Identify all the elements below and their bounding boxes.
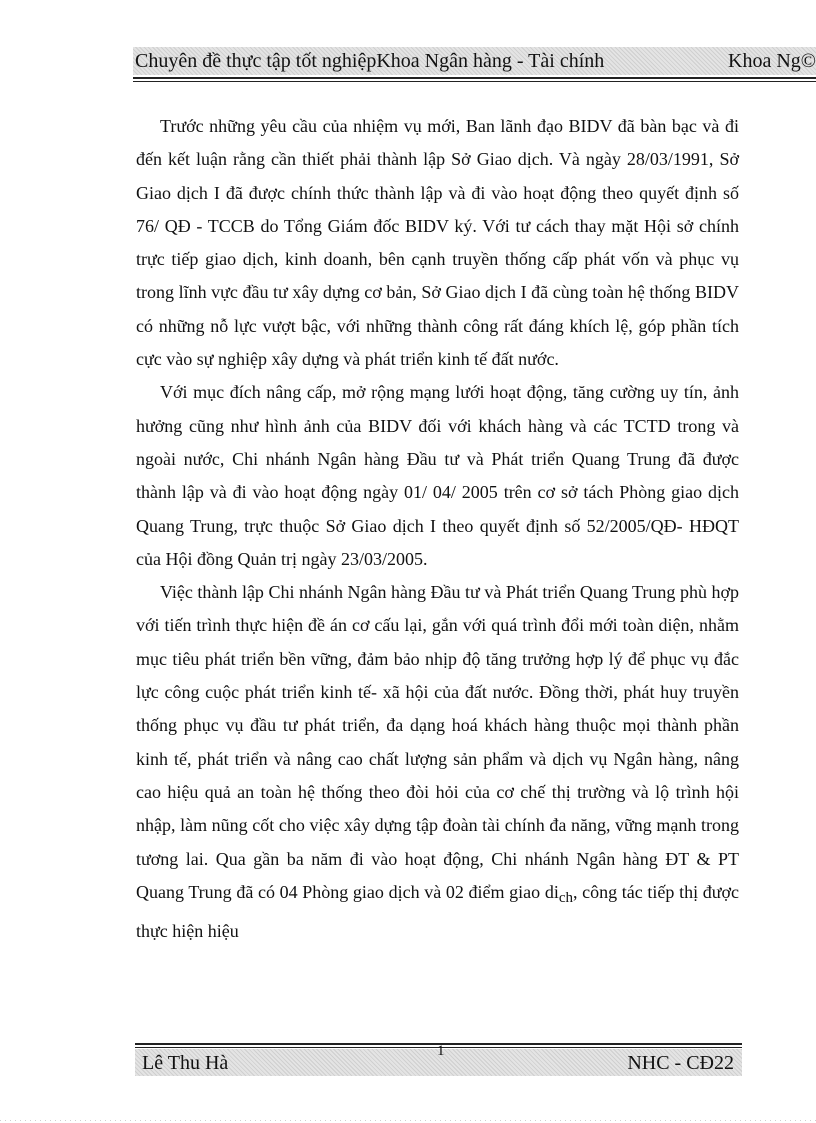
- page-number: 1: [437, 1043, 445, 1059]
- document-body: [136, 110, 739, 948]
- paragraph: Với mục đích nâng cấp, mở rộng mạng lưới hoạt động, tăng cường uy tín, ảnh hưởng cũng như hình ảnh của BIDV đối với khách hàng và các TCTD trong và ngoài nước, Chi nhánh Ngân hàng Đầu tư và Phát triển Quang Trung đã được thành lập và đi vào hoạt động ngày 01/ 04/ 2005 trên cơ sở tách Phòng giao dịch Quang Trung, trực thuộc Sở Giao dịch I theo quyết định số 52/2005/QĐ- HĐQT của Hội đồng Quản trị ngày 23/03/2005.: [136, 382, 739, 569]
- subscript-fragment: ch: [558, 889, 573, 906]
- paragraph-text: Việc thành lập Chi nhánh Ngân hàng Đầu tư và Phát triển Quang Trung phù hợp với tiến trình thực hiện đề án cơ cấu lại, gắn với quá trình đổi mới toàn diện, nhằm mục tiêu phát triển bền vững, đảm bảo nhịp độ tăng trưởng hợp lý để phục vụ đắc lực công cuộc phát triển kinh tế- xã hội của đất nước. Đồng thời, phát huy truyền thống phục vụ đầu tư phát triển, đa dạng hoá khách hàng thuộc mọi thành phần kinh tế, phát triển và nâng cao chất lượng sản phẩm và dịch vụ Ngân hàng, nâng cao hiệu quả an toàn hệ thống theo đòi hỏi của cơ chế thị trường và lộ trình hội nhập, làm nũng cốt cho việc xây dựng tập đoàn tài chính đa năng, vững mạnh trong tương lai. Qua gần ba năm đi vào hoạt động, Chi nhánh Ngân hàng ĐT & PT Quang Trung đã có 04 Phòng giao dịch và 02 điểm giao di: [136, 582, 739, 902]
- header-rule: [133, 77, 816, 79]
- paragraph: Trước những yêu cầu của nhiệm vụ mới, Ban lãnh đạo BIDV đã bàn bạc và đi đến kết luận rằng cần thiết phải thành lập Sở Giao dịch. Và ngày 28/03/1991, Sở Giao dịch I đã được chính thức thành lập và đi vào hoạt động theo quyết định số 76/ QĐ - TCCB do Tổng Giám đốc BIDV ký. Với tư cách thay mặt Hội sở chính trực tiếp giao dịch, kinh doanh, bên cạnh truyền thống cấp phát vốn và phục vụ trong lĩnh vực đầu tư xây dựng cơ bản, Sở Giao dịch I đã cùng toàn hệ thống BIDV có những nỗ lực vượt bậc, với những thành công rất đáng khích lệ, góp phần tích cực vào sự nghiệp xây dựng và phát triển kinh tế đất nước.: [136, 116, 739, 370]
- header-rule-thin: [133, 81, 816, 82]
- paragraph: [136, 576, 739, 948]
- footer-class-code: NHC - CĐ22: [627, 1052, 734, 1074]
- page-edge-divider: [0, 1120, 816, 1121]
- page-header: [133, 47, 816, 75]
- header-faculty-truncated: Khoa Ng©: [728, 50, 816, 72]
- header-title: Chuyên đề thực tập tốt nghiệpKhoa Ngân hàng - Tài chính: [135, 50, 605, 72]
- paragraph-tail: , công tác tiếp thị được thực hiện hiệu: [136, 881, 739, 942]
- footer-author: Lê Thu Hà: [142, 1052, 229, 1074]
